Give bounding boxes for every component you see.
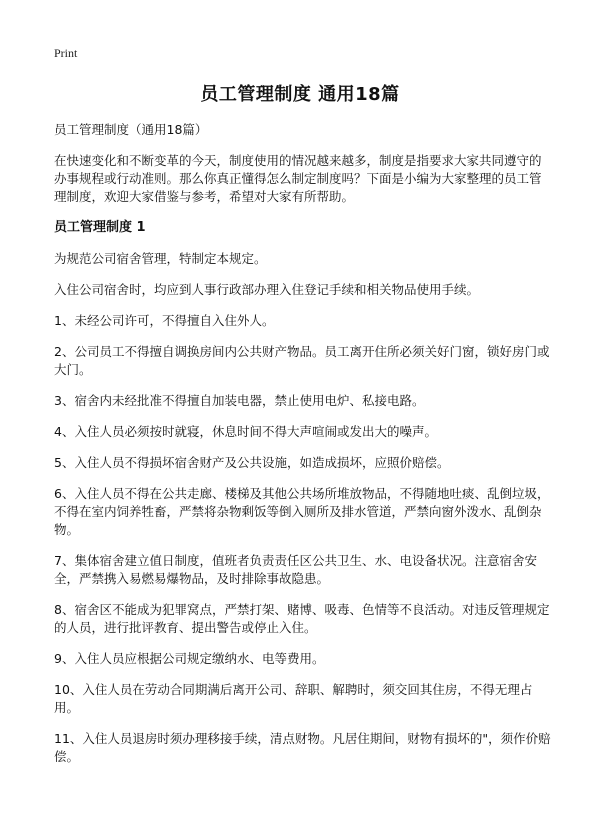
intro-paragraph: 在快速变化和不断变革的今天，制度使用的情况越来越多，制度是指要求大家共同遵守的办事规程或行动准则。那么你真正懂得怎么制定制度吗？下面是小编为大家整理的员工管理制度，欢迎大家借鉴与参考，希望对大家有所帮助。 xyxy=(54,153,542,204)
section-heading: 员工管理制度 1 xyxy=(54,220,146,235)
rule-item: 6、入住人员不得在公共走廊、楼梯及其他公共场所堆放物品，不得随地吐痰、乱倒垃圾，不得在室内饲养牲畜，严禁将杂物剩饭等倒入厕所及排水管道，严禁向窗外泼水、乱倒杂物。 xyxy=(54,486,550,537)
document-body xyxy=(54,121,552,779)
rule-item: 8、宿舍区不能成为犯罪窝点，严禁打架、赌博、吸毒、色情等不良活动。对违反管理规定的人员，进行批评教育、提出警告或停止入住。 xyxy=(54,602,550,635)
document-title: 员工管理制度 通用18篇 xyxy=(200,84,400,105)
rule-item: 4、入住人员必须按时就寝，休息时间不得大声喧闹或发出大的噪声。 xyxy=(54,424,437,439)
rule-item: 5、入住人员不得损坏宿舍财产及公共设施，如造成损坏，应照价赔偿。 xyxy=(54,455,450,470)
paragraph: 入住公司宿舍时，均应到人事行政部办理入住登记手续和相关物品使用手续。 xyxy=(54,282,480,297)
print-link[interactable]: Print xyxy=(54,46,78,60)
document-subtitle: 员工管理制度（通用18篇） xyxy=(54,122,208,137)
rule-item: 10、入住人员在劳动合同期满后离开公司、辞职、解聘时，须交回其住房，不得无理占用。 xyxy=(54,682,533,715)
rule-item: 2、公司员工不得擅自调换房间内公共财产物品。员工离开住所必须关好门窗，锁好房门或大门。 xyxy=(54,344,550,377)
rule-item: 3、宿舍内未经批准不得擅自加装电器，禁止使用电炉、私接电路。 xyxy=(54,393,425,408)
rule-item: 11、入住人员退房时须办理移接手续，清点财物。凡居住期间，财物有损坏的"，须作价赔偿。 xyxy=(54,731,551,764)
paragraph: 为规范公司宿舍管理，特制定本规定。 xyxy=(54,251,267,266)
rule-item: 9、入住人员应根据公司规定缴纳水、电等费用。 xyxy=(54,651,325,666)
rule-item: 1、未经公司许可，不得擅自入住外人。 xyxy=(54,313,275,328)
rule-item: 7、集体宿舍建立值日制度，值班者负责责任区公共卫生、水、电设备状况。注意宿舍安全，严禁携入易燃易爆物品，及时排除事故隐患。 xyxy=(54,553,537,586)
